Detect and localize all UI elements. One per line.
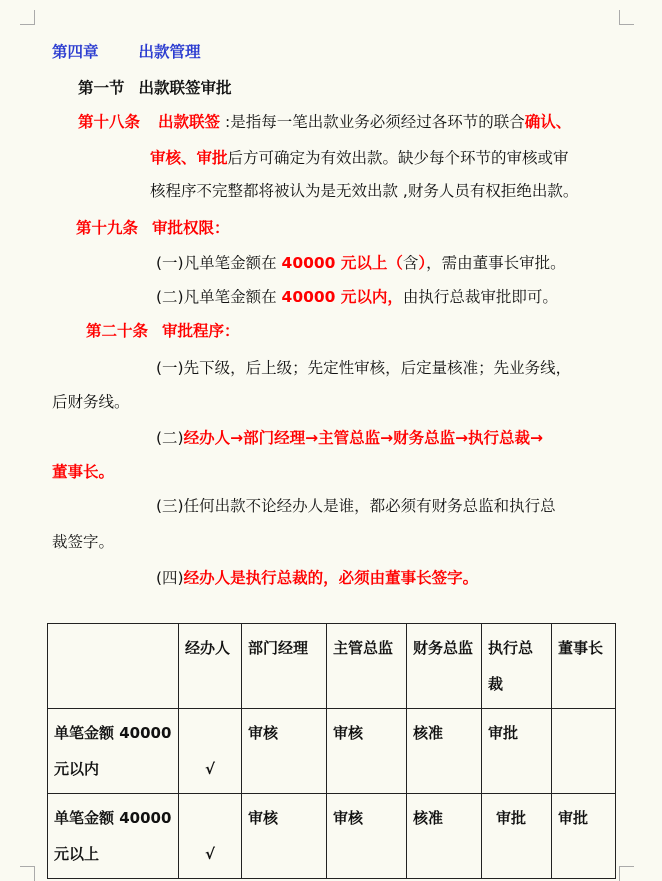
chapter-heading: 第四章 出款管理 xyxy=(52,43,201,61)
table-row xyxy=(48,794,616,879)
row-label: 单笔金额 40000 元以上 xyxy=(48,794,179,879)
table-cell: 审批 xyxy=(552,794,616,879)
table-cell: 审核 xyxy=(242,709,327,794)
header-cell: 执行总裁 xyxy=(482,624,552,709)
check-cell: √ xyxy=(179,794,242,879)
article-20-item3-cont: 裁签字。 xyxy=(52,533,115,551)
header-cell: 主管总监 xyxy=(327,624,407,709)
article-20: 第二十条 审批程序： xyxy=(86,322,240,340)
header-cell: 董事长 xyxy=(552,624,616,709)
table-cell: 审核 xyxy=(327,794,407,879)
crop-mark xyxy=(20,10,35,25)
check-cell: √ xyxy=(179,709,242,794)
crop-mark xyxy=(619,866,634,881)
table-header-row xyxy=(48,624,616,709)
article-20-item2: (二)经办人→部门经理→主管总监→财务总监→执行总裁→ xyxy=(156,429,544,447)
article-20-item1: (一)先下级，后上级；先定性审核，后定量核准；先业务线， xyxy=(156,359,572,377)
article-20-item2-cont: 董事长。 xyxy=(52,463,115,481)
crop-mark xyxy=(619,10,634,25)
header-cell: 经办人 xyxy=(179,624,242,709)
row-label: 单笔金额 40000 元以内 xyxy=(48,709,179,794)
table-cell: 审批 xyxy=(482,794,552,879)
article-19-item1: (一)凡单笔金额在 40000 元以上（含），需由董事长审批。 xyxy=(156,254,566,272)
article-20-item4: (四)经办人是执行总裁的，必须由董事长签字。 xyxy=(156,569,479,587)
header-cell: 财务总监 xyxy=(407,624,482,709)
table-cell: 审批 xyxy=(482,709,552,794)
table-cell: 审核 xyxy=(327,709,407,794)
article-18-line3: 核程序不完整都将被认为是无效出款 ,财务人员有权拒绝出款。 xyxy=(150,182,579,200)
table-row xyxy=(48,709,616,794)
article-20-item3: (三)任何出款不论经办人是谁，都必须有财务总监和执行总 xyxy=(156,497,556,515)
article-18-line2: 审核、审批后方可确定为有效出款。缺少每个环节的审核或审 xyxy=(150,149,569,167)
header-cell xyxy=(48,624,179,709)
article-20-item1-cont: 后财务线。 xyxy=(52,393,130,411)
table-cell: 核准 xyxy=(407,709,482,794)
header-cell: 部门经理 xyxy=(242,624,327,709)
table-cell xyxy=(552,709,616,794)
table-cell: 审核 xyxy=(242,794,327,879)
article-19-item2: (二)凡单笔金额在 40000 元以内，由执行总裁审批即可。 xyxy=(156,288,558,306)
crop-mark xyxy=(20,866,35,881)
approval-table xyxy=(47,623,616,879)
article-19: 第十九条 审批权限： xyxy=(76,219,230,237)
article-18: 第十八条 出款联签 :是指每一笔出款业务必须经过各环节的联合确认、 xyxy=(78,113,572,131)
table-cell: 核准 xyxy=(407,794,482,879)
section-heading: 第一节 出款联签审批 xyxy=(78,79,232,97)
